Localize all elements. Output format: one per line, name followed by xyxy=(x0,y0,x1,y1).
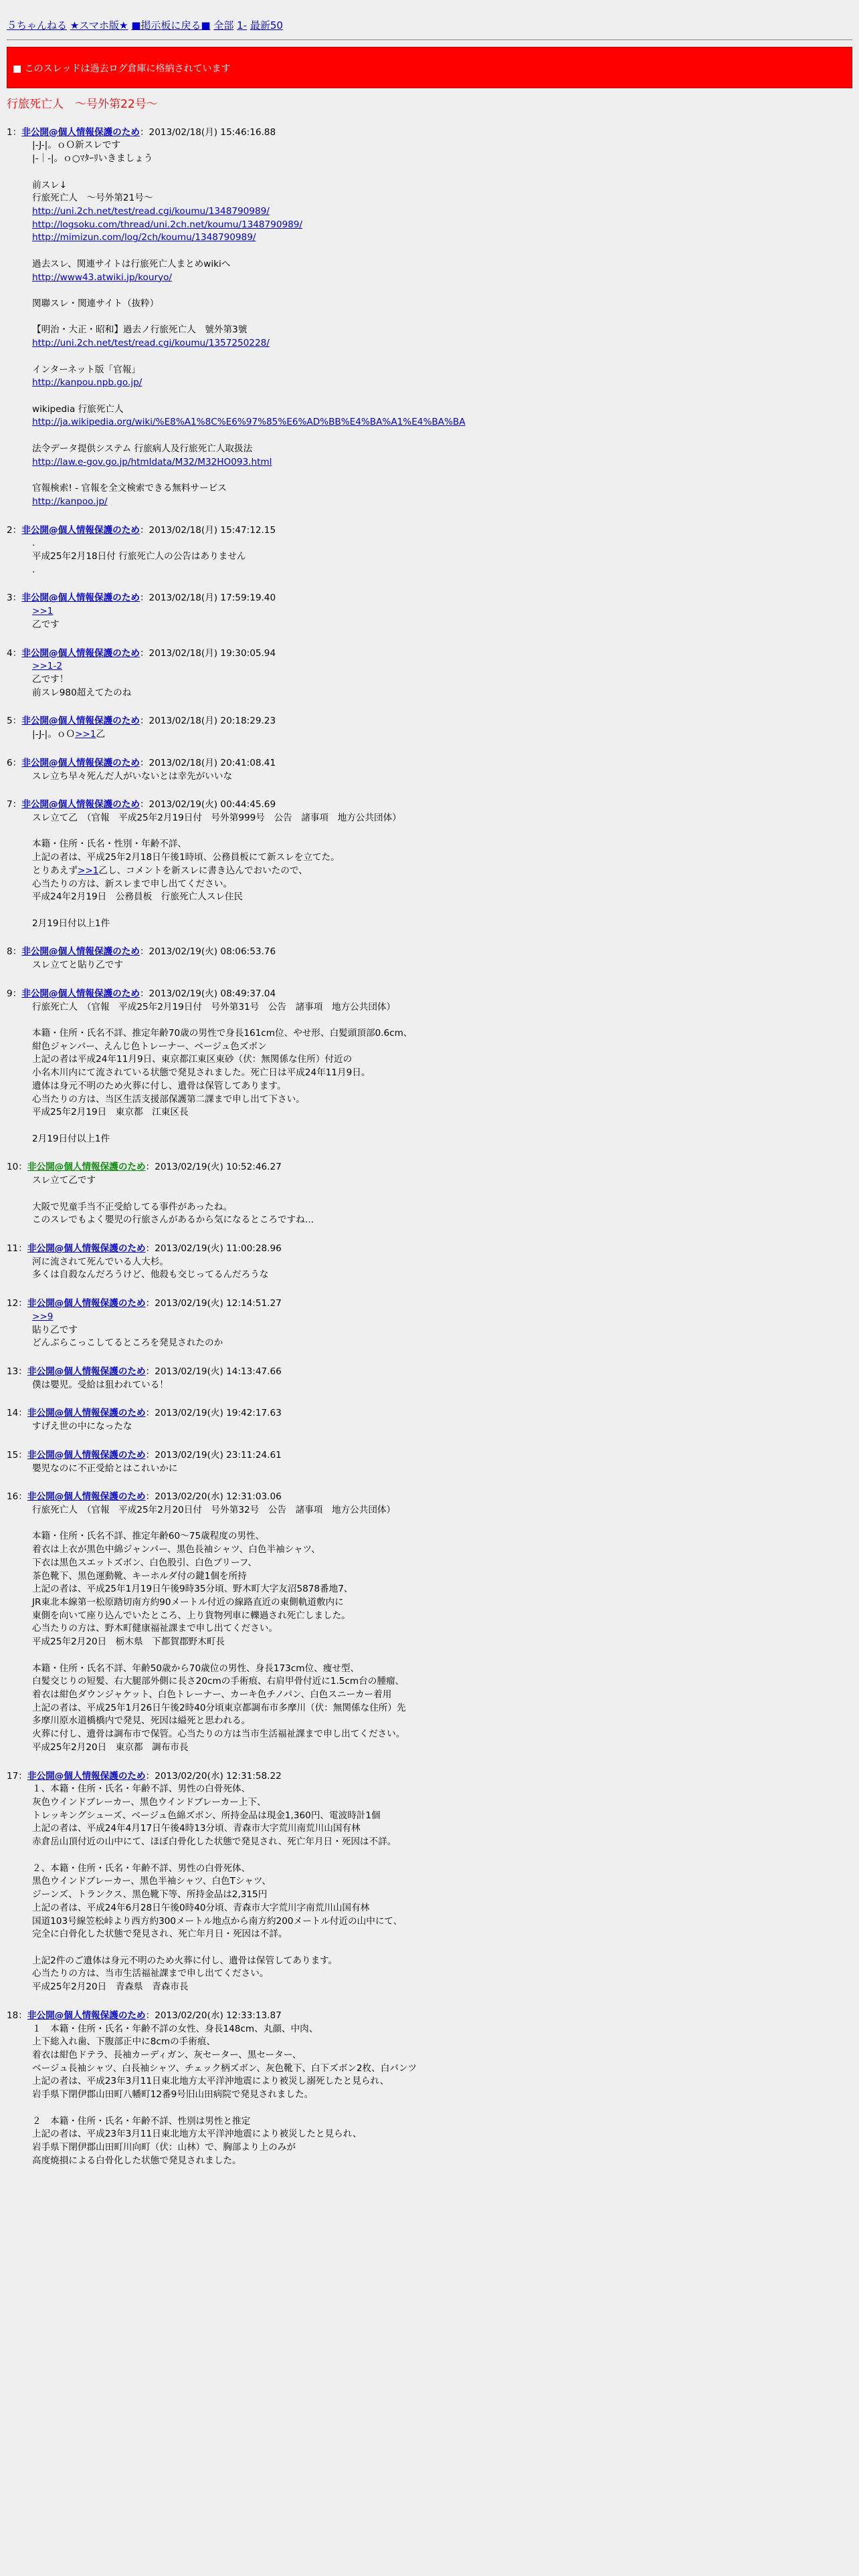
post-body-line: 大阪で児童手当不正受給してる事件があったね。 xyxy=(32,1201,232,1212)
post-body-line xyxy=(32,390,852,403)
post-author-name[interactable]: 非公開@個人情報保護のため xyxy=(27,1770,146,1782)
post-body xyxy=(32,812,852,930)
post-body-line: 上記の者は、平成24年4月17日午後4時13分頃、青森市大字荒川南荒川山国有林 xyxy=(32,1823,361,1834)
post-body-line: １ 本籍・住所・氏名・年齢不詳の女性、身長148cm、丸顔、中肉、 xyxy=(32,2023,318,2034)
post-body-line: |-｜-|。ｏ○ﾏﾀｰﾘいきましょう xyxy=(32,153,153,165)
post-header xyxy=(7,715,852,728)
url-link[interactable]: http://kanpoo.jp/ xyxy=(32,496,108,507)
post-body-line: |-J-|。ｏＯ>>1乙 xyxy=(32,729,106,740)
post-number[interactable]: 3： xyxy=(7,593,22,604)
post-body-line: 過去スレ、関連サイトは行旅死亡人まとめwikiへ xyxy=(32,258,231,270)
post-body-line: 行旅死亡人 （官報 平成25年2月20日付 号外第32号 公告 諸事項 地方公共団体） xyxy=(32,1504,396,1515)
post-author-name[interactable]: 非公開@個人情報保護のため xyxy=(27,1491,146,1503)
post-author-name[interactable]: 非公開@個人情報保護のため xyxy=(27,1243,146,1254)
reply-anchor-link[interactable]: >>1 xyxy=(75,729,96,740)
post-date: ：2013/02/19(火) 08:06:53.76 xyxy=(139,946,276,958)
post xyxy=(7,798,852,930)
post-body-line: １、本籍・住所・氏名・年齢不詳、男性の白骨死体、 xyxy=(32,1784,251,1795)
post-number[interactable]: 16： xyxy=(7,1491,27,1503)
post-number[interactable]: 18： xyxy=(7,2010,27,2021)
post-header xyxy=(7,1366,852,1379)
post-body-line: 上記2件のご遺体は身元不明のため火葬に付し、遺骨は保管してあります。 xyxy=(32,1955,338,1966)
post-author-name[interactable]: 非公開@個人情報保護のため xyxy=(21,126,140,138)
post xyxy=(7,715,852,741)
post-body-line xyxy=(32,205,852,219)
post-number[interactable]: 12： xyxy=(7,1298,27,1309)
post-body-line xyxy=(32,456,852,469)
post-list xyxy=(7,126,852,2168)
post-body-line: 行旅死亡人 （官報 平成25年2月19日付 号外第31号 公告 諸事項 地方公共団体） xyxy=(32,1001,396,1012)
post-number[interactable]: 7： xyxy=(7,799,22,811)
post xyxy=(7,1366,852,1392)
post-body xyxy=(32,139,852,508)
post-date: ：2013/02/18(月) 20:41:08.41 xyxy=(139,757,276,768)
post-body-line: トレッキングシューズ、ベージュ色綿ズボン、所持金品は現金1,360円、電波時計1個 xyxy=(32,1810,381,1821)
post xyxy=(7,2010,852,2168)
post xyxy=(7,524,852,577)
post-header xyxy=(7,1243,852,1256)
post-body-line: とりあえず>>1乙し、コメントを新スレに書き込んでおいたので、 xyxy=(32,865,308,876)
top-navigation xyxy=(7,19,852,33)
reply-anchor-link[interactable]: >>9 xyxy=(32,1311,54,1322)
post-body-line xyxy=(32,904,852,918)
post xyxy=(7,1770,852,1994)
post-body xyxy=(32,1256,852,1282)
post-body xyxy=(32,660,852,700)
post-body-line: 紺色ジャンパー、えんじ色トレーナー、ベージュ色ズボン xyxy=(32,1041,267,1052)
post-body-line: 行旅死亡人 〜号外第21号〜 xyxy=(32,193,153,204)
nav-link-5ch[interactable]: ５ちゃんねる xyxy=(7,19,68,31)
post-body-line xyxy=(32,605,852,619)
post-author-name[interactable]: 非公開@個人情報保護のため xyxy=(27,1298,146,1309)
post-body-line: 前スレ↓ xyxy=(32,179,68,191)
nav-link-back-to-board[interactable]: ■掲示板に戻る■ xyxy=(131,19,211,31)
post-author-name[interactable]: 非公開@個人情報保護のため xyxy=(27,1162,146,1173)
post-header xyxy=(7,988,852,1001)
nav-link-latest50[interactable]: 最新50 xyxy=(250,19,283,31)
post-body-line: このスレでもよく嬰児の行旅さんがあるから気になるところですね… xyxy=(32,1214,314,1226)
post-body-line: 着衣は上衣が黒色中綿ジャンパー、黒色長袖シャツ、白色半袖シャツ、 xyxy=(32,1544,320,1555)
url-link[interactable]: http://ja.wikipedia.org/wiki/%E8%A1%8C%E6%97%85%E6%AD%BB%E4%BA%A1%E4%BA%BA xyxy=(32,417,466,428)
post-body-line: 完全に白骨化した状態で発見され、死亡年月日・死因は不詳。 xyxy=(32,1929,288,1940)
post-body-line: ジーンズ、トランクス、黒色靴下等、所持金品は2,315円 xyxy=(32,1889,268,1901)
post-body-line: 平成25年2月20日 栃木県 下都賀郡野木町長 xyxy=(32,1636,225,1648)
post-date: ：2013/02/19(火) 14:13:47.66 xyxy=(145,1366,282,1377)
post-author-name[interactable]: 非公開@個人情報保護のため xyxy=(21,757,140,768)
post-body-line: 前スレ980超えてたのね xyxy=(32,687,132,698)
post-body-line: 茶色靴下、黒色運動靴、キーホルダ付の鍵1個を所持 xyxy=(32,1570,247,1582)
post-body-line xyxy=(32,429,852,443)
post-body-line: スレ立て乙 （官報 平成25年2月19日付 号外第999号 公告 諸事項 地方公共団体） xyxy=(32,812,401,823)
post-body-line: 上下総入れ歯、下腹部正中に8cmの手術痕、 xyxy=(32,2036,216,2048)
post-body-line: ２、本籍・住所・氏名・年齢不詳、男性の白骨死体、 xyxy=(32,1862,251,1874)
post-body xyxy=(32,1379,852,1392)
post-body-line xyxy=(32,1188,852,1201)
post-author-name[interactable]: 非公開@個人情報保護のため xyxy=(21,716,140,727)
post-header xyxy=(7,798,852,812)
post-body-line: 多くは自殺なんだろうけど、他殺も交じってるんだろうな xyxy=(32,1269,269,1281)
post-body-line: . xyxy=(32,564,35,575)
post-body-line xyxy=(32,1849,852,1862)
post-body-line: 遺体は身元不明のため火葬に付し、遺骨は保管してあります。 xyxy=(32,1080,286,1091)
post-header xyxy=(7,592,852,605)
post-body-line xyxy=(32,496,852,509)
post-header xyxy=(7,647,852,661)
post-body-line xyxy=(32,416,852,429)
post-number[interactable]: 13： xyxy=(7,1366,27,1377)
post-body-line: 多摩川原水道橋橋内で発見、死因は縊死と思われる。 xyxy=(32,1715,251,1727)
post-body-line: すげえ世の中になったな xyxy=(32,1421,132,1432)
post-number[interactable]: 1： xyxy=(7,126,22,138)
url-link[interactable]: http://uni.2ch.net/test/read.cgi/koumu/1348790989/ xyxy=(32,205,270,217)
post-body-line: 本籍・住所・氏名・性別・年齢不詳、 xyxy=(32,839,187,850)
post-author-name[interactable]: 非公開@個人情報保護のため xyxy=(21,647,140,659)
post-body xyxy=(32,728,852,742)
post-body xyxy=(32,537,852,576)
post-body-line: 平成24年2月19日 公務員板 行旅死亡人スレ住民 xyxy=(32,891,244,903)
post-body-line: 上記の者は、平成25年2月18日午後1時頃、公務員板にて新スレを立てた。 xyxy=(32,852,340,863)
post-body-line: 心当たりの方は、当区生活支援部保護第二課まで申し出て下さい。 xyxy=(32,1093,305,1105)
post-body-line: 上記の者は、平成24年6月28日午後0時40分頃、青森市大字荒川字南荒川山国有林 xyxy=(32,1902,370,1913)
post-author-name[interactable]: 非公開@個人情報保護のため xyxy=(27,2010,146,2021)
post-body xyxy=(32,1463,852,1476)
post-number[interactable]: 2： xyxy=(7,524,22,536)
post-number[interactable]: 14： xyxy=(7,1408,27,1419)
post-body-line: 上記の者は、平成25年1月26日午後2時40分頃東京都調布市多摩川（伏：無関係な住所）先 xyxy=(32,1702,406,1713)
post-body-line: どんぶらこっこしてるところを発見されたのか xyxy=(32,1337,223,1349)
post-body-line: 官報検索! - 官報を全文検索できる無料サービス xyxy=(32,483,227,494)
post-body-line: 平成25年2月20日 東京都 調布市長 xyxy=(32,1741,189,1753)
post-body-line: 灰色ウインドブレーカー、黒色ウインドブレーカー上下、 xyxy=(32,1797,266,1808)
post-body-line: . xyxy=(32,538,35,549)
post-header xyxy=(7,1161,852,1174)
post-body-line: 下衣は黒色スエットズボン、白色股引、白色ブリーフ、 xyxy=(32,1557,258,1568)
post-body-line xyxy=(32,231,852,245)
post-body xyxy=(32,1174,852,1227)
post-date: ：2013/02/18(月) 17:59:19.40 xyxy=(139,593,276,604)
post-body-line: 乙です xyxy=(32,619,60,630)
post-header xyxy=(7,946,852,959)
post-body xyxy=(32,1001,852,1146)
post-body-line: 平成25年2月20日 青森県 青森市長 xyxy=(32,1981,189,1993)
post-body-line xyxy=(32,1119,852,1133)
post-body-line xyxy=(32,825,852,839)
post-date: ：2013/02/18(月) 15:47:12.15 xyxy=(139,524,276,536)
post-header xyxy=(7,2010,852,2023)
post-body-line xyxy=(32,284,852,298)
post-body-line: wikipedia 行旅死亡人 xyxy=(32,403,124,415)
post-date: ：2013/02/20(水) 12:31:03.06 xyxy=(145,1491,282,1503)
post-number[interactable]: 8： xyxy=(7,946,22,958)
post-body-line: 東側を向いて座り込んでいたところ、上り貨物列車に轢過され死亡しました。 xyxy=(32,1610,351,1621)
post-number[interactable]: 10： xyxy=(7,1162,27,1173)
post-date: ：2013/02/18(月) 15:46:16.88 xyxy=(139,126,276,138)
post-header xyxy=(7,524,852,538)
post-body xyxy=(32,959,852,972)
post-body-line: 小名木川内にて流されている状態で発見されました。死亡日は平成24年11月9日。 xyxy=(32,1067,371,1079)
post-body-line: 着衣は紺色ダウンジャケット、白色トレーナー、カーキ色チノパン、白色スニーカー着用 xyxy=(32,1689,392,1701)
post-body-line: 関聯スレ・関連サイト（抜粋） xyxy=(32,298,159,310)
post xyxy=(7,647,852,700)
post-body xyxy=(32,770,852,784)
nav-link-smartphone[interactable]: ★スマホ版★ xyxy=(70,19,128,31)
post-date: ：2013/02/19(火) 00:44:45.69 xyxy=(139,799,276,811)
post-body-line: 平成25年2月19日 東京都 江東区長 xyxy=(32,1107,189,1118)
post-body-line: 河に流されて死んでいる人大杉。 xyxy=(32,1256,169,1267)
thread-title: 行旅死亡人 〜号外第22号〜 xyxy=(7,98,158,112)
post-body-line: 平成25年2月18日付 行旅死亡人の公告はありません xyxy=(32,550,246,562)
url-link[interactable]: http://uni.2ch.net/test/read.cgi/koumu/1357250228/ xyxy=(32,338,270,349)
post-body-line: 黒色ウインドブレーカー、黒色半袖シャツ、白色Tシャツ、 xyxy=(32,1876,272,1887)
post-body-line: 僕は嬰児。受給は狙われている！ xyxy=(32,1379,169,1390)
post-body-line: 着衣は紺色ドテラ、長袖カーディガン、灰セーター、黒セーター、 xyxy=(32,2049,302,2060)
post-body xyxy=(32,605,852,631)
post-body-line: 嬰児なのに不正受給とはこれいかに xyxy=(32,1463,178,1474)
post-body-line xyxy=(32,1649,852,1662)
post-body xyxy=(32,1311,852,1350)
post-header xyxy=(7,1407,852,1420)
post-body-line: 貼り乙です xyxy=(32,1324,78,1335)
post-date: ：2013/02/19(火) 08:49:37.04 xyxy=(139,988,276,999)
post-body-line xyxy=(32,245,852,258)
post xyxy=(7,1297,852,1350)
post-body-line: ２ 本籍・住所・氏名・年齢不詳、性別は男性と推定 xyxy=(32,2115,251,2127)
post-body-line: ベージュ長袖シャツ、白長袖シャツ、チェック柄ズボン、灰色靴下、白下ズボン2枚、白パンツ xyxy=(32,2062,417,2074)
post-body-line: 国道103号線笠松峠より西方約300メートル地点から南方約200メートル付近の山中にて、 xyxy=(32,1915,403,1927)
reply-anchor-link[interactable]: >>1-2 xyxy=(32,661,62,672)
post xyxy=(7,988,852,1146)
post-body-line: 高度焼損による白骨化した状態で発見されました。 xyxy=(32,2155,242,2166)
reply-anchor-link[interactable]: >>1 xyxy=(32,606,54,617)
post-header xyxy=(7,1297,852,1311)
post-body xyxy=(32,1420,852,1434)
post-body-line xyxy=(32,469,852,482)
post-date: ：2013/02/20(水) 12:33:13.87 xyxy=(145,2010,282,2021)
post xyxy=(7,1407,852,1433)
url-link[interactable]: http://law.e-gov.go.jp/htmldata/M32/M32HO093.html xyxy=(32,456,272,467)
post xyxy=(7,1449,852,1475)
post-body xyxy=(32,2023,852,2168)
reply-anchor-link[interactable]: >>1 xyxy=(77,865,99,876)
post-body-line: 岩手県下閉伊郡山田町川向町（伏：山林）で、胸部より上のみが xyxy=(32,2142,296,2153)
post-number[interactable]: 15： xyxy=(7,1449,27,1461)
post-body-line: スレ立ち早々死んだ人がいないとは幸先がいいな xyxy=(32,770,233,782)
post-body-line: 乙です！ xyxy=(32,673,69,685)
url-link[interactable]: http://kanpou.npb.go.jp/ xyxy=(32,377,142,389)
post-body-line xyxy=(32,311,852,324)
post-body xyxy=(32,1783,852,1994)
post-body-line: JR東北本線第一松原踏切南方約90メートル付近の線路直近の東側軌道敷内に xyxy=(32,1597,344,1608)
post-date: ：2013/02/19(火) 11:00:28.96 xyxy=(145,1243,282,1254)
post-body-line: インターネット版「官報」 xyxy=(32,364,140,375)
post-body-line: スレ立てと貼り乙です xyxy=(32,960,123,971)
post-body-line xyxy=(32,272,852,285)
post-date: ：2013/02/19(火) 19:42:17.63 xyxy=(145,1408,282,1419)
nav-link-first[interactable]: 1- xyxy=(237,19,248,31)
post-body-line: 火葬に付し、遺骨は調布市で保管。心当たりの方は当市生活福祉課まで申し出てください。 xyxy=(32,1729,405,1740)
post-body-line: 赤倉岳山頂付近の山中にて、ほぼ白骨化した状態で発見され、死亡年月日・死因は不詳。 xyxy=(32,1836,397,1848)
post-number[interactable]: 11： xyxy=(7,1243,27,1254)
post-author-name[interactable]: 非公開@個人情報保護のため xyxy=(21,524,140,536)
post-number[interactable]: 9： xyxy=(7,988,22,999)
post-date: ：2013/02/19(火) 10:52:46.27 xyxy=(145,1162,282,1173)
post-header xyxy=(7,1770,852,1784)
post-author-name[interactable]: 非公開@個人情報保護のため xyxy=(27,1449,146,1461)
post-body-line: 2月19日付以上1件 xyxy=(32,1133,110,1144)
post-date: ：2013/02/19(火) 12:14:51.27 xyxy=(145,1298,282,1309)
post xyxy=(7,126,852,509)
post-author-name[interactable]: 非公開@個人情報保護のため xyxy=(27,1408,146,1419)
post-body-line: 白髪交じりの短髪、右大腿部外側に長さ20cmの手術痕、右肩甲骨付近に1.5cm台の腫瘤、 xyxy=(32,1676,405,1687)
post-body-line: 【明治・大正・昭和】過去ノ行旅死亡人 號外第3號 xyxy=(32,324,248,336)
post xyxy=(7,946,852,972)
post-body-line: スレ立て乙です xyxy=(32,1175,96,1186)
post-date: ：2013/02/20(水) 12:31:58.22 xyxy=(145,1770,282,1782)
post-date: ：2013/02/18(月) 20:18:29.23 xyxy=(139,716,276,727)
post-body-line xyxy=(32,1014,852,1027)
post-author-name[interactable]: 非公開@個人情報保護のため xyxy=(21,593,140,604)
post-body-line: 本籍・住所・氏名不詳、推定年齢60〜75歳程度の男性、 xyxy=(32,1531,265,1542)
url-link[interactable]: http://logsoku.com/thread/uni.2ch.net/koumu/1348790989/ xyxy=(32,219,303,230)
post xyxy=(7,1491,852,1754)
nav-link-all[interactable]: 全部 xyxy=(213,19,234,31)
post-body-line: 上記の者は、平成23年3月11日東北地方太平洋沖地震により被災したと見られ、 xyxy=(32,2129,362,2140)
post-date: ：2013/02/19(火) 23:11:24.61 xyxy=(145,1449,282,1461)
post-body-line: 本籍・住所・氏名不詳、年齢50歳から70歳位の男性、身長173cm位、痩せ型、 xyxy=(32,1662,360,1674)
post xyxy=(7,592,852,631)
post-body-line: 心当たりの方は、野木町健康福祉課まで申し出てください。 xyxy=(32,1623,278,1634)
post-body xyxy=(32,1504,852,1755)
post-body-line xyxy=(32,377,852,390)
post-number[interactable]: 17： xyxy=(7,1770,27,1782)
url-link[interactable]: http://mimizun.com/log/2ch/koumu/1348790989/ xyxy=(32,232,256,243)
post-header xyxy=(7,1449,852,1463)
post-body-line xyxy=(32,166,852,179)
post-author-name[interactable]: 非公開@個人情報保護のため xyxy=(27,1366,146,1377)
post-date: ：2013/02/18(月) 19:30:05.94 xyxy=(139,647,276,659)
post-body-line: 岩手県下閉伊郡山田町八幡町12番9号旧山田病院で発見されました。 xyxy=(32,2089,314,2101)
post-body-line: 上記の者は、平成23年3月11日東北地方太平洋沖地震により被災し溺死したと見られ、 xyxy=(32,2076,389,2087)
post-header xyxy=(7,1491,852,1504)
post-author-name[interactable]: 非公開@個人情報保護のため xyxy=(21,799,140,811)
post-body-line xyxy=(32,350,852,364)
post-body-line xyxy=(32,219,852,232)
post-body-line: 心当たりの方は、当市生活福祉課まで申し出てください。 xyxy=(32,1968,269,1979)
post-number[interactable]: 6： xyxy=(7,757,22,768)
post xyxy=(7,1243,852,1282)
post-body-line xyxy=(32,2102,852,2115)
post-body-line: 上記の者は、平成25年1月19日午後9時35分頃、野木町大字友沼5878番地7、 xyxy=(32,1584,353,1595)
post-number[interactable]: 5： xyxy=(7,716,22,727)
post-body-line xyxy=(32,1941,852,1955)
post-number[interactable]: 4： xyxy=(7,647,22,659)
archived-banner: ■ このスレッドは過去ログ倉庫に格納されています xyxy=(7,47,852,88)
post-body-line: 心当たりの方は、新スレまで申し出てください。 xyxy=(32,878,233,889)
post xyxy=(7,757,852,783)
post-body-line: 法令データ提供システム 行旅病人及行旅死亡人取扱法 xyxy=(32,443,253,454)
post-header xyxy=(7,757,852,770)
post-header xyxy=(7,126,852,140)
post-body-line xyxy=(32,337,852,350)
divider xyxy=(7,39,852,40)
post-body-line xyxy=(32,660,852,673)
url-link[interactable]: http://www43.atwiki.jp/kouryo/ xyxy=(32,272,172,283)
post-body-line xyxy=(32,1517,852,1531)
post-body-line: 本籍・住所・氏名不詳、推定年齢70歳の男性で身長161cm位、やせ形、白髪頭頂部0.6cm、 xyxy=(32,1027,413,1039)
post-body-line: 上記の者は平成24年11月9日、東京都江東区東砂（伏：無関係な住所）付近の xyxy=(32,1054,353,1065)
post-author-name[interactable]: 非公開@個人情報保護のため xyxy=(21,946,140,958)
post xyxy=(7,1161,852,1227)
post-author-name[interactable]: 非公開@個人情報保護のため xyxy=(21,988,140,999)
post-body-line xyxy=(32,1311,852,1324)
post-body-line: |-J-|。ｏＯ新スレです xyxy=(32,140,121,151)
post-body-line: 2月19日付以上1件 xyxy=(32,918,110,929)
